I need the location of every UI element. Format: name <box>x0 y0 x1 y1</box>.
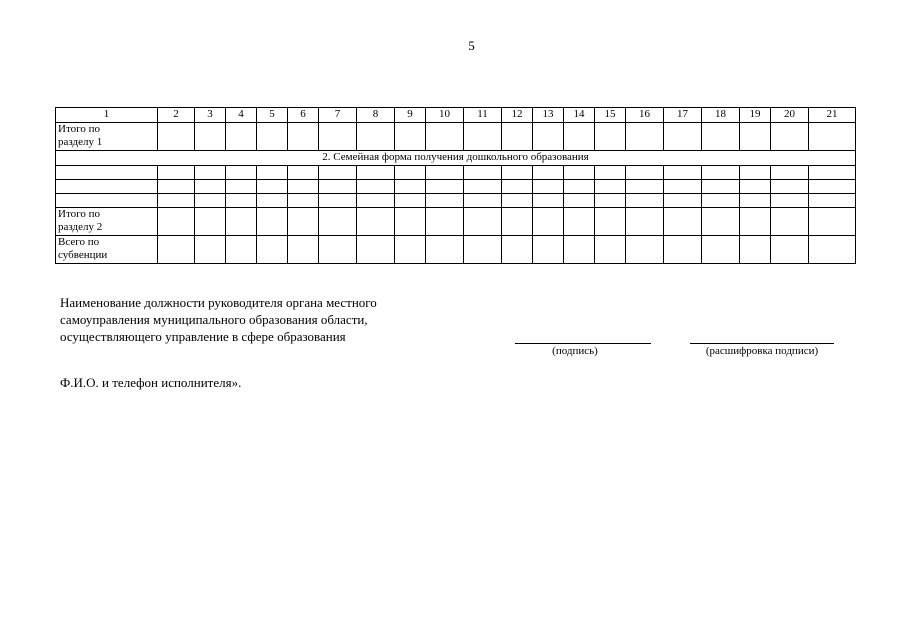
table-cell <box>595 194 626 208</box>
table-cell <box>257 208 288 236</box>
column-header: 1 <box>56 108 158 123</box>
table-cell <box>395 208 426 236</box>
table-cell <box>740 166 771 180</box>
table-cell <box>626 180 664 194</box>
table-cell <box>564 194 595 208</box>
table-cell <box>426 194 464 208</box>
table-cell <box>158 123 195 151</box>
decoding-line <box>690 343 834 344</box>
column-header: 2 <box>158 108 195 123</box>
table-cell <box>740 208 771 236</box>
column-header: 12 <box>502 108 533 123</box>
table-cell <box>533 194 564 208</box>
table-cell <box>195 123 226 151</box>
table-row <box>56 166 856 180</box>
table-cell <box>626 123 664 151</box>
table-cell <box>195 236 226 264</box>
column-header: 3 <box>195 108 226 123</box>
table-cell <box>257 236 288 264</box>
table-cell <box>357 123 395 151</box>
table-cell <box>195 208 226 236</box>
table-row-subtotal-section-2 <box>56 208 856 236</box>
row-label-line: разделу 2 <box>58 221 103 233</box>
table-cell <box>626 236 664 264</box>
table-cell <box>158 180 195 194</box>
row-label-line: Итого по <box>58 123 100 135</box>
table-cell <box>564 180 595 194</box>
table-cell <box>288 166 319 180</box>
table-cell <box>626 194 664 208</box>
table-cell <box>771 166 809 180</box>
table-cell <box>395 123 426 151</box>
table-cell <box>502 180 533 194</box>
table-cell <box>288 208 319 236</box>
table-row-subtotal-section-1 <box>56 123 856 151</box>
row-label-subtotal-section-1 <box>56 123 158 151</box>
section-2-title: 2. Семейная форма получения дошкольного образования <box>56 151 856 166</box>
table-cell <box>771 236 809 264</box>
table-cell <box>426 180 464 194</box>
official-position-text <box>60 294 377 345</box>
column-header: 18 <box>702 108 740 123</box>
table-cell <box>502 123 533 151</box>
position-line: самоуправления муниципального образования области, <box>60 312 368 327</box>
table-cell <box>664 236 702 264</box>
table-cell <box>740 123 771 151</box>
table-cell <box>564 236 595 264</box>
table-cell <box>502 166 533 180</box>
column-header: 7 <box>319 108 357 123</box>
column-header: 14 <box>564 108 595 123</box>
table-cell <box>195 166 226 180</box>
row-label-line: Итого по <box>58 208 100 220</box>
table-cell <box>740 194 771 208</box>
table-cell <box>464 208 502 236</box>
table-cell <box>809 180 856 194</box>
table-cell <box>226 180 257 194</box>
row-label-line: Всего по <box>58 236 100 248</box>
table-cell <box>56 194 158 208</box>
table-cell <box>533 166 564 180</box>
table-cell <box>226 208 257 236</box>
table-cell <box>595 208 626 236</box>
column-header: 17 <box>664 108 702 123</box>
table-cell <box>533 123 564 151</box>
table-cell <box>357 180 395 194</box>
column-header: 13 <box>533 108 564 123</box>
table-cell <box>426 166 464 180</box>
table-cell <box>702 123 740 151</box>
table-cell <box>702 194 740 208</box>
table-cell <box>564 123 595 151</box>
table-cell <box>357 236 395 264</box>
column-header: 4 <box>226 108 257 123</box>
table-cell <box>158 208 195 236</box>
table-cell <box>502 208 533 236</box>
table-cell <box>56 166 158 180</box>
table-cell <box>702 236 740 264</box>
table-cell <box>740 180 771 194</box>
table-cell <box>809 123 856 151</box>
table-cell <box>464 180 502 194</box>
column-header: 15 <box>595 108 626 123</box>
table-cell <box>533 236 564 264</box>
table-cell <box>426 208 464 236</box>
table-row-total-subsidy <box>56 236 856 264</box>
table-cell <box>809 166 856 180</box>
table-cell <box>809 194 856 208</box>
table-cell <box>56 180 158 194</box>
table-cell <box>426 236 464 264</box>
table-cell <box>195 194 226 208</box>
table-cell <box>395 236 426 264</box>
column-header: 20 <box>771 108 809 123</box>
contact-line: Ф.И.О. и телефон исполнителя». <box>60 375 242 390</box>
table-cell <box>595 236 626 264</box>
table-cell <box>158 236 195 264</box>
table-cell <box>664 180 702 194</box>
table-cell <box>533 180 564 194</box>
table-cell <box>626 208 664 236</box>
table-cell <box>158 166 195 180</box>
table-cell <box>464 123 502 151</box>
signature-line <box>515 343 651 344</box>
position-line: осуществляющего управление в сфере образования <box>60 329 346 344</box>
table-cell <box>226 194 257 208</box>
column-header: 11 <box>464 108 502 123</box>
table-cell <box>395 166 426 180</box>
table-cell <box>626 166 664 180</box>
table-cell <box>288 180 319 194</box>
table-cell <box>357 208 395 236</box>
table-cell <box>809 208 856 236</box>
row-label-total-subsidy <box>56 236 158 264</box>
table-cell <box>809 236 856 264</box>
table-cell <box>664 123 702 151</box>
table-cell <box>357 194 395 208</box>
page-number: 5 <box>468 38 475 53</box>
section-2-header-row <box>56 151 856 166</box>
table-header-row <box>56 108 856 123</box>
table-cell <box>288 236 319 264</box>
table-cell <box>564 208 595 236</box>
table-cell <box>319 236 357 264</box>
table-cell <box>464 194 502 208</box>
table-row <box>56 180 856 194</box>
table-cell <box>226 236 257 264</box>
row-label-line: субвенции <box>58 249 108 261</box>
table-cell <box>226 123 257 151</box>
table-cell <box>257 166 288 180</box>
row-label-subtotal-section-2 <box>56 208 158 236</box>
table-cell <box>319 123 357 151</box>
table-cell <box>464 166 502 180</box>
table-cell <box>702 166 740 180</box>
table-cell <box>426 123 464 151</box>
table-cell <box>395 180 426 194</box>
table-cell <box>533 208 564 236</box>
table-cell <box>771 180 809 194</box>
table-cell <box>595 166 626 180</box>
column-header: 5 <box>257 108 288 123</box>
table-cell <box>257 194 288 208</box>
column-header: 6 <box>288 108 319 123</box>
table-row <box>56 194 856 208</box>
table-cell <box>702 180 740 194</box>
table-cell <box>595 180 626 194</box>
table-cell <box>319 180 357 194</box>
decoding-caption: (расшифровка подписи) <box>705 345 819 357</box>
table-cell <box>664 208 702 236</box>
position-line: Наименование должности руководителя органа местного <box>60 295 377 310</box>
table-cell <box>319 166 357 180</box>
table-cell <box>664 166 702 180</box>
table-cell <box>195 180 226 194</box>
table-cell <box>502 194 533 208</box>
table-cell <box>395 194 426 208</box>
column-header: 9 <box>395 108 426 123</box>
table-cell <box>502 236 533 264</box>
table-cell <box>319 208 357 236</box>
table-cell <box>257 180 288 194</box>
table-cell <box>564 166 595 180</box>
table-cell <box>288 123 319 151</box>
column-header: 19 <box>740 108 771 123</box>
table-cell <box>357 166 395 180</box>
table-cell <box>771 194 809 208</box>
column-header: 8 <box>357 108 395 123</box>
table-cell <box>771 208 809 236</box>
table-cell <box>595 123 626 151</box>
table-cell <box>464 236 502 264</box>
table-cell <box>740 236 771 264</box>
table-cell <box>288 194 319 208</box>
column-header: 21 <box>809 108 856 123</box>
column-header: 10 <box>426 108 464 123</box>
table-cell <box>771 123 809 151</box>
table-cell <box>319 194 357 208</box>
table-cell <box>702 208 740 236</box>
table-cell <box>158 194 195 208</box>
table-cell <box>226 166 257 180</box>
row-label-line: разделу 1 <box>58 136 103 148</box>
table-cell <box>664 194 702 208</box>
signature-caption: (подпись) <box>552 345 598 357</box>
table-cell <box>257 123 288 151</box>
report-table <box>55 107 856 264</box>
column-header: 16 <box>626 108 664 123</box>
